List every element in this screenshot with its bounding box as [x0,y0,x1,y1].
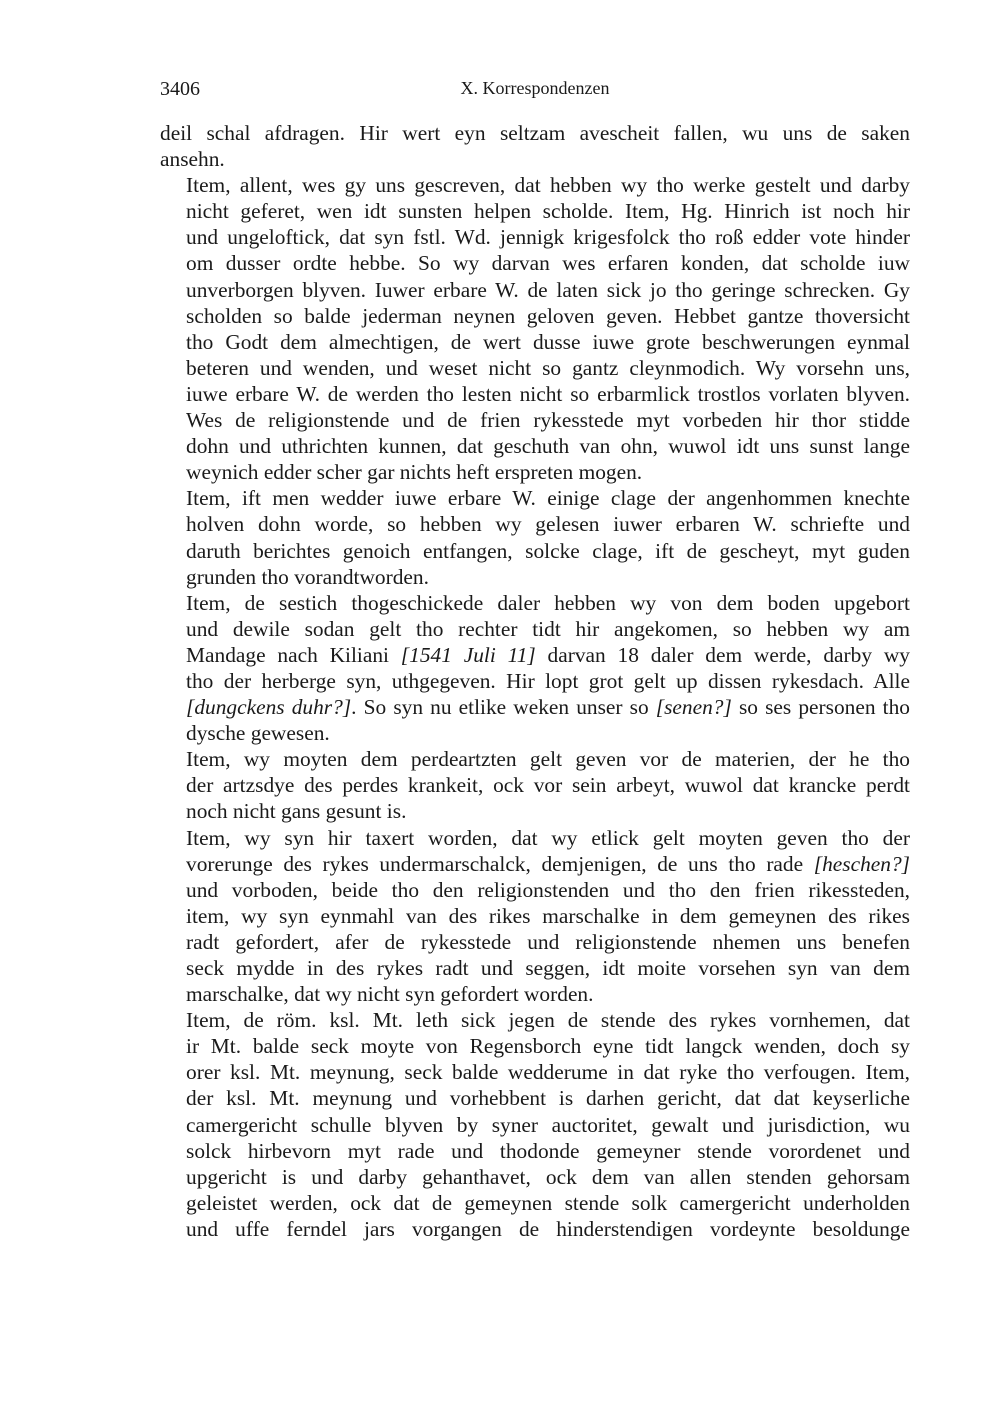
text-segment: und vorboden, beide tho den religionstenden und tho den frien rikessteden, [186,877,910,902]
paragraph [160,590,910,747]
text-segment: Mandage nach Kiliani [186,642,401,667]
text-segment: Item, allent, wes gy uns gescreven, dat hebben wy tho werke gestelt und darby [186,173,910,198]
editorial-note: [heschen?] [813,851,910,876]
body-text [160,120,910,1242]
text-segment: upgericht is und darby gehanthavet, ock dem van allen stenden gehorsam [186,1164,910,1189]
text-line [160,329,910,355]
text-line [160,146,910,172]
text-line [160,903,910,929]
text-line [160,720,910,746]
text-line [160,511,910,537]
text-line [160,798,910,824]
text-segment: holven dohn worde, so hebben wy gelesen iuwer erbaren W. schriefte und [186,512,910,537]
text-line [160,955,910,981]
text-segment: ir Mt. balde seck moyte von Regensborch eyne tidt langck wenden, doch sy [186,1034,910,1059]
running-head [160,78,910,108]
paragraph [160,485,910,589]
text-segment: so ses personen tho [731,695,910,720]
text-segment: om dusser ordte hebbe. So wy darvan wes erfaren konden, dat scholde iuw [186,251,910,276]
text-line [160,642,910,668]
text-line [160,1138,910,1164]
text-segment: dohn und uthrichten kunnen, dat geschuth van ohn, wuwol idt uns sunst lange [186,434,910,459]
text-line [160,668,910,694]
paragraph [160,825,910,1008]
editorial-note: [dungckens duhr?] [186,695,352,720]
text-segment: Item, de röm. ksl. Mt. leth sick jegen de stende des rykes vornhemen, dat [186,1008,910,1033]
text-segment: unverborgen blyven. Iuwer erbare W. de laten sick jo tho geringe schrecken. Gy [186,277,910,302]
text-segment: tho der herberge syn, uthgegeven. Hir lopt grot gelt up dissen rykesdach. Alle [186,668,910,693]
document-page [160,78,910,1242]
text-segment: und dewile sodan gelt tho rechter tidt hir angekomen, so hebben wy am [186,616,910,641]
text-segment: scholden so balde jederman neynen geloven geven. Hebbet gantze thoversicht [186,303,910,328]
text-segment: vorerunge des rykes undermarschalck, demjenigen, de uns tho rade [186,851,814,876]
text-line [160,355,910,381]
text-segment: solck hirbevorn myt rade und thodonde gemeyner stende vorordenet und [186,1138,910,1163]
text-segment: item, wy syn eynmahl van des rikes marschalke in dem gemeynen des rikes [186,903,910,928]
text-line [160,1059,910,1085]
text-line [160,1164,910,1190]
text-line [160,198,910,224]
text-line [160,277,910,303]
text-segment: noch nicht gans gesunt is. [186,799,407,824]
text-segment: . So syn nu etlike weken unser so [351,695,656,720]
text-segment: dysche gewesen. [186,721,330,746]
text-line [160,172,910,198]
text-segment: Item, wy syn hir taxert worden, dat wy etlick gelt moyten geven tho der [186,825,910,850]
text-line [160,746,910,772]
text-line [160,120,910,146]
text-segment: grunden tho vorandtworden. [186,564,429,589]
text-segment: der artzsdye des perdes krankeit, ock vor sein arbeyt, wuwol dat krancke perdt [186,773,910,798]
text-segment: ansehn. [160,147,225,172]
text-line [160,772,910,798]
page-number: 3406 [160,78,200,100]
text-line [160,1190,910,1216]
text-line [160,1085,910,1111]
text-line [160,1112,910,1138]
text-line [160,564,910,590]
paragraph [160,1007,910,1242]
text-line [160,1007,910,1033]
text-line [160,929,910,955]
text-line [160,303,910,329]
text-segment: daruth berichtes genoich entfangen, solcke clage, ift de gescheyt, myt guden [186,538,910,563]
text-segment: beteren und wenden, und weset nicht so gantz cleynmodich. Wy vorsehn uns, [186,355,910,380]
text-line [160,981,910,1007]
text-line [160,538,910,564]
text-segment: seck mydde in des rykes radt und seggen, idt moite vorsehen syn van dem [186,956,910,980]
text-line [160,1216,910,1242]
text-segment: Wes de religionstende und de frien rykesstede myt vorbeden hir thor stidde [186,408,910,433]
text-line [160,590,910,616]
text-line [160,877,910,903]
text-segment: darvan 18 daler dem werde, darby wy [535,642,910,667]
text-segment: Item, wy moyten dem perdeartzten gelt geven vor de materien, der he tho [186,747,910,772]
text-segment: geleistet werden, ock dat de gemeynen stende solk camergericht underholden [186,1190,910,1215]
text-line [160,381,910,407]
text-segment: radt gefordert, afer de rykesstede und religionstende nhemen uns benefen [186,929,910,954]
text-segment: Item, de sestich thogeschickede daler hebben wy von dem boden upgebort [186,590,910,615]
text-line [160,433,910,459]
text-segment: der ksl. Mt. meynung und vorhebbent is darhen gericht, dat dat keyserliche [186,1086,910,1111]
text-line [160,851,910,877]
editorial-note: [senen?] [655,695,732,720]
text-segment: deil schal afdragen. Hir wert eyn seltzam avescheit fallen, wu uns de saken [160,121,910,145]
paragraph [160,120,910,172]
text-line [160,224,910,250]
text-line [160,485,910,511]
text-line [160,616,910,642]
editorial-note: [1541 Juli 11] [400,642,536,667]
text-segment: camergericht schulle blyven by syner auctoritet, gewalt und jurisdiction, wu [186,1112,910,1137]
text-segment: iuwe erbare W. de werden tho lesten nicht so erbarmlick trostlos vorlaten blyven. [186,381,910,406]
text-segment: Item, ift men wedder iuwe erbare W. einige clage der angenhommen knechte [186,486,910,511]
text-segment: orer ksl. Mt. meynung, seck balde wedderume in dat ryke tho verfougen. Item, [186,1060,910,1085]
text-line [160,459,910,485]
text-line [160,407,910,433]
text-segment: und ungeloftick, dat syn fstl. Wd. jennigk krigesfolck tho roß edder vote hinder [186,225,910,250]
text-segment: marschalke, dat wy nicht syn gefordert worden. [186,982,594,1007]
text-segment: und uffe ferndel jars vorgangen de hinderstendigen vordeynte besoldunge [186,1216,910,1241]
text-line [160,1033,910,1059]
text-segment: nicht geferet, wen idt sunsten helpen scholde. Item, Hg. Hinrich ist noch hir [186,199,910,224]
text-line [160,694,910,720]
paragraph [160,746,910,824]
text-segment: weynich edder scher gar nichts heft erspreten mogen. [186,460,643,485]
text-segment: tho Godt dem almechtigen, de wert dusse iuwe grote beschwerungen eynmal [186,329,910,354]
text-line [160,250,910,276]
running-title: X. Korrespondenzen [460,78,610,98]
text-line [160,825,910,851]
paragraph [160,172,910,485]
